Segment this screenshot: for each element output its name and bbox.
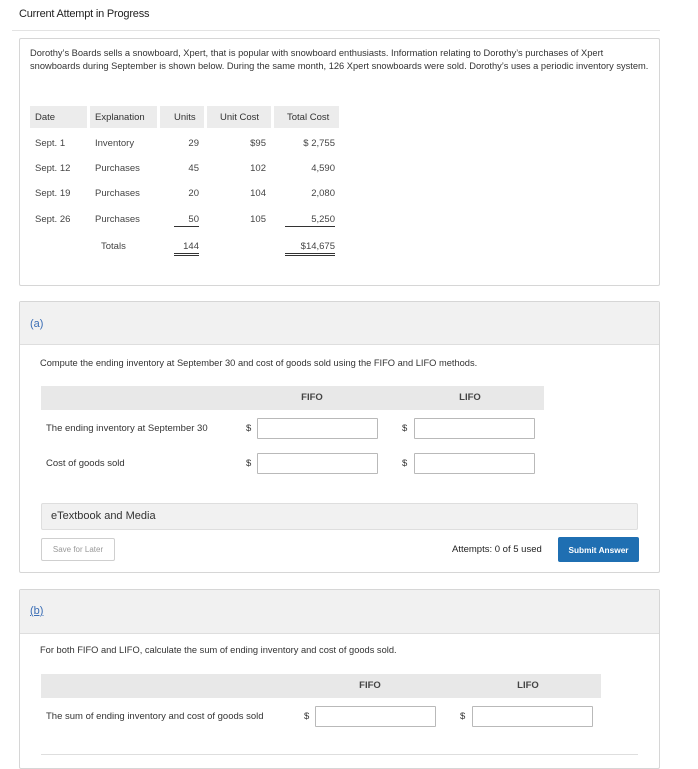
row-date: Sept. 1: [35, 138, 66, 149]
currency-symbol: $: [246, 423, 252, 434]
column-fifo: FIFO: [301, 392, 323, 403]
part-b-label[interactable]: (b): [30, 605, 44, 617]
column-fifo: FIFO: [359, 680, 381, 691]
problem-text: Dorothy’s Boards sells a snowboard, Xpert, that is popular with snowboard enthusiasts. Information relating to Dorothy’s purchases of Xpert snowboards during September is shown below. During the same month, 126 Xpert snowboards were sold. Dorothy’s uses a periodic inventory system.: [30, 48, 649, 71]
totals-units: 144: [174, 241, 199, 256]
currency-symbol: $: [402, 423, 408, 434]
row-total-cost: 4,590: [311, 163, 335, 174]
totals-total-cost: $14,675: [285, 241, 335, 256]
row-unit-cost: 105: [250, 214, 266, 225]
row-total-cost: 2,080: [311, 188, 335, 199]
header-unit-cost: Unit Cost: [220, 112, 260, 123]
row-unit-cost: 102: [250, 163, 266, 174]
row-explanation: Inventory: [95, 138, 135, 149]
lifo-cogs-input[interactable]: [414, 453, 535, 474]
fifo-sum-input[interactable]: [315, 706, 436, 727]
divider: [41, 754, 638, 755]
row-units: 50: [174, 214, 199, 227]
column-lifo: LIFO: [459, 392, 481, 403]
row-date: Sept. 19: [35, 188, 71, 199]
header-total-cost: Total Cost: [287, 112, 330, 123]
save-for-later-button[interactable]: Save for Later: [41, 538, 115, 561]
submit-answer-button[interactable]: Submit Answer: [558, 537, 639, 562]
divider: [12, 30, 660, 31]
lifo-ending-inventory-input[interactable]: [414, 418, 535, 439]
row-date: Sept. 12: [35, 163, 71, 174]
totals-label: Totals: [101, 241, 126, 252]
part-a-prompt: Compute the ending inventory at September 30 and cost of goods sold using the FIFO and LIFO methods.: [40, 358, 478, 368]
row-units: 45: [188, 163, 199, 174]
fifo-ending-inventory-input[interactable]: [257, 418, 378, 439]
ending-inventory-label: The ending inventory at September 30: [46, 423, 208, 434]
row-units: 29: [188, 138, 199, 149]
sum-label: The sum of ending inventory and cost of goods sold: [46, 711, 264, 722]
part-b-prompt: For both FIFO and LIFO, calculate the sum of ending inventory and cost of goods sold.: [40, 645, 397, 655]
row-unit-cost: 104: [250, 188, 266, 199]
row-total-cost: $ 2,755: [303, 138, 335, 149]
column-lifo: LIFO: [517, 680, 539, 691]
row-units: 20: [188, 188, 199, 199]
header-explanation: Explanation: [95, 112, 145, 123]
currency-symbol: $: [460, 711, 466, 722]
row-unit-cost: $95: [250, 138, 266, 149]
part-b-header: [20, 590, 659, 634]
currency-symbol: $: [304, 711, 310, 722]
header-date: Date: [35, 112, 56, 123]
etextbook-media-label: eTextbook and Media: [51, 510, 156, 522]
row-explanation: Purchases: [95, 163, 140, 174]
row-explanation: Purchases: [95, 188, 140, 199]
header-units: Units: [174, 112, 196, 123]
row-explanation: Purchases: [95, 214, 140, 225]
cogs-label: Cost of goods sold: [46, 458, 125, 469]
currency-symbol: $: [402, 458, 408, 469]
page-title: Current Attempt in Progress: [19, 8, 150, 20]
lifo-sum-input[interactable]: [472, 706, 593, 727]
part-a-header: [20, 302, 659, 345]
fifo-cogs-input[interactable]: [257, 453, 378, 474]
part-a-label: (a): [30, 318, 44, 330]
currency-symbol: $: [246, 458, 252, 469]
row-total-cost: 5,250: [285, 214, 335, 227]
row-date: Sept. 26: [35, 214, 71, 225]
attempts-counter: Attempts: 0 of 5 used: [452, 544, 542, 555]
